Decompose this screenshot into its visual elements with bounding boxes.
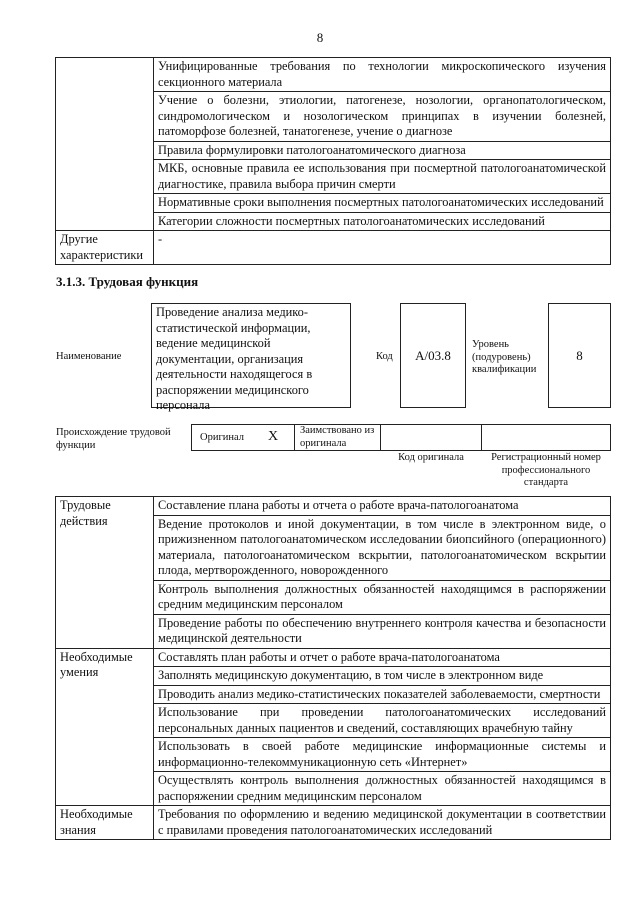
table-row	[56, 58, 611, 92]
borrowed-label: Заимствовано из оригинала	[300, 425, 375, 449]
table-cell: Категории сложности посмертных патологоанатомических исследований	[154, 212, 611, 231]
table-cell: МКБ, основные правила ее использования при посмертной патологоанатомической диагностике, правила выбора причин смерти	[154, 160, 611, 194]
table-cell: Правила формулировки патологоанатомического диагноза	[154, 141, 611, 160]
level-value-box: 8	[548, 303, 611, 408]
original-label: Оригинал	[200, 432, 244, 443]
table-cell: Проводить анализ медико-статистических показателей заболеваемости, смертности	[154, 685, 611, 704]
code-label: Код	[376, 351, 393, 362]
knowledge-continuation-table	[55, 57, 611, 265]
table-row	[56, 497, 611, 516]
code-original-caption: Код оригинала	[398, 452, 464, 463]
origin-label: Происхождение трудовой функции	[56, 427, 171, 451]
original-mark: X	[268, 429, 279, 444]
table-cell: Контроль выполнения должностных обязанностей находящимся в распоряжении средним медицинским персоналом	[154, 580, 611, 614]
level-label: Уровень (подуровень) квалификации	[472, 339, 537, 375]
table-cell-empty	[56, 58, 154, 231]
table-row	[56, 806, 611, 840]
table-cell: Ведение протоколов и иной документации, в том числе в электронном виде, о прижизненном патологоанатомическом исследовании биопсийного (операционного) материала, патологоанатомическом вскрытии, патологоанатомическом вскрытии плода, мертворожденного, новорожденного	[154, 515, 611, 580]
table-cell: Проведение работы по обеспечению внутреннего контроля качества и безопасности медицинской деятельности	[154, 614, 611, 648]
table-cell: Учение о болезни, этиологии, патогенезе, нозологии, органопатологическом, синдромологическом и нозологическом принципах в изучении болезней, патоморфозе болезней, танатогенезе, учение о диагнозе	[154, 92, 611, 142]
table-row	[56, 231, 611, 265]
table-cell: Использование при проведении патологоанатомических исследований персональных данных пациентов и сведений, составляющих врачебную тайну	[154, 704, 611, 738]
section-title: 3.1.3. Трудовая функция	[56, 274, 199, 289]
table-cell: Составлять план работы и отчет о работе врача-патологоанатома	[154, 648, 611, 667]
name-label: Наименование	[56, 351, 122, 362]
code-value-box: А/03.8	[400, 303, 466, 408]
table-cell: Унифицированные требования по технологии микроскопического изучения секционного материала	[154, 58, 611, 92]
section-label-actions: Трудовые действия	[56, 497, 154, 649]
other-characteristics-label: Другие характеристики	[56, 231, 154, 265]
labor-function-table	[55, 496, 611, 840]
table-cell: Составление плана работы и отчета о работе врача-патологоанатома	[154, 497, 611, 516]
page-number: 8	[316, 30, 324, 45]
table-cell: Нормативные сроки выполнения посмертных патологоанатомических исследований	[154, 194, 611, 213]
table-cell: Требования по оформлению и ведению медицинской документации в соответствии с правилами проведения патологоанатомических исследований	[154, 806, 611, 840]
reg-number-cell	[481, 424, 611, 451]
table-cell: Заполнять медицинскую документацию, в том числе в электронном виде	[154, 667, 611, 686]
section-label-knowledge: Необходимые знания	[56, 806, 154, 840]
table-cell: Осуществлять контроль выполнения должностных обязанностей находящимся в распоряжении средним медицинским персоналом	[154, 772, 611, 806]
code-original-cell	[380, 424, 482, 451]
function-name-box: Проведение анализа медико-статистической информации, ведение медицинской документации, организация деятельности находящегося в распоряжении медицинского персонала	[151, 303, 351, 408]
table-row	[56, 648, 611, 667]
other-characteristics-value: -	[154, 231, 611, 265]
table-cell: Использовать в своей работе медицинские информационные системы и информационно-телекоммуникационную сеть «Интернет»	[154, 738, 611, 772]
reg-number-caption: Регистрационный номер профессионального стандарта	[491, 452, 601, 488]
section-label-skills: Необходимые умения	[56, 648, 154, 806]
